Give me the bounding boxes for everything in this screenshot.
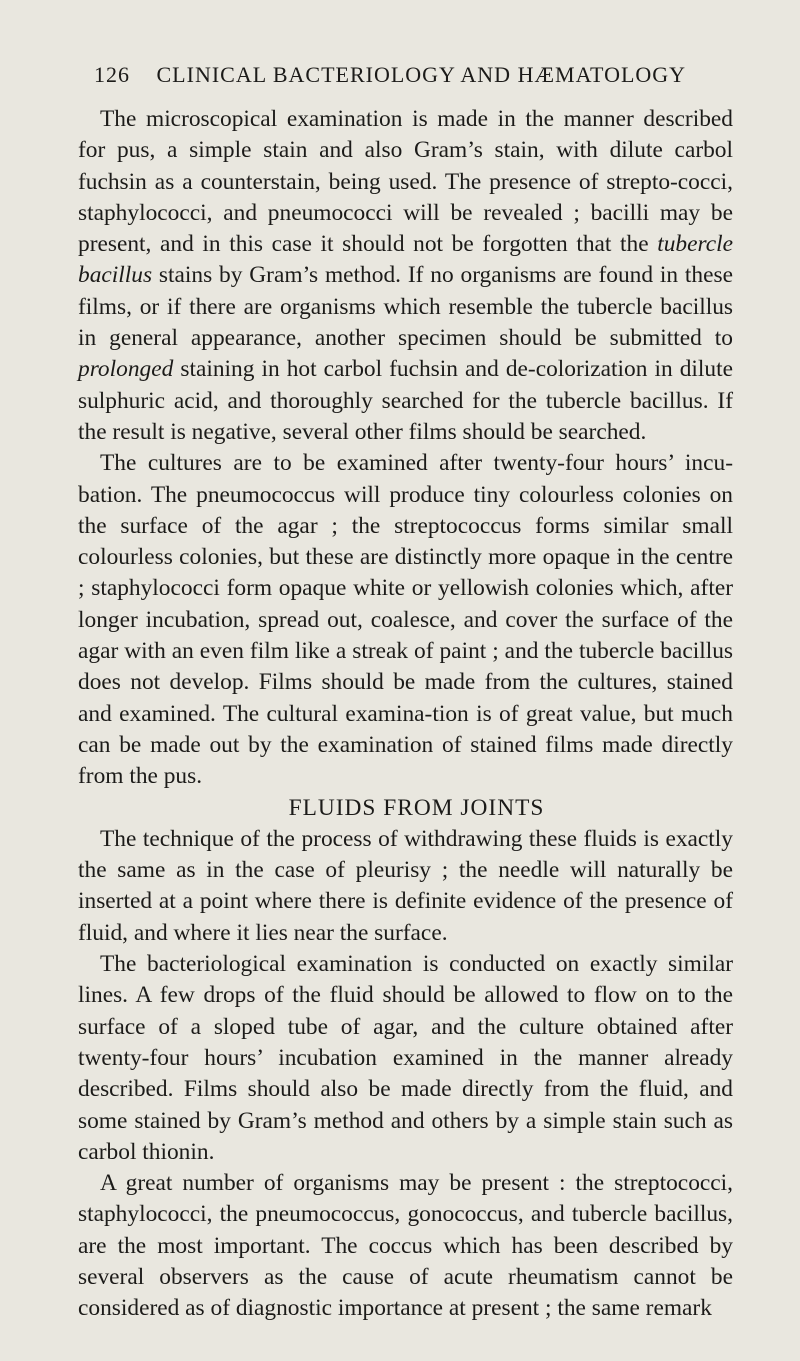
paragraph: The cultures are to be examined after twenty-four hours’ incu-bation. The pneumococcus will produce tiny colourless colonies on the surface of the agar ; the streptococcus forms similar small colourless colonies, but these are distinctly more opaque in the centre ; staphylococci form opaque white or yellowish colonies which, after longer incubation, spread out, coalesce, and cover the surface of the agar with an even film like a streak of paint ; and the tubercle bacillus does not develop. Films should be made from the cultures, stained and examined. The cultural examina-tion is of great value, but much can be made out by the examination of stained films made directly from the pus. [78, 450, 733, 790]
paragraph: A great number of organisms may be present : the streptococci, staphylococci, the pneumococcus, gonococcus, and tubercle bacillus, are the most important. The coccus which has been described by several observers as the cause of acute rheumatism cannot be considered as of diagnostic importance at present ; the same remark [78, 1170, 733, 1322]
body-text [78, 104, 733, 1325]
italic-term: tubercle bacillus [78, 231, 733, 289]
section-heading: FLUIDS FROM JOINTS [288, 794, 545, 821]
paragraph: The bacteriological examination is conducted on exactly similar lines. A few drops of the fluid should be allowed to flow on to the surface of a sloped tube of agar, and the culture obtained after twenty-four hours’ incubation examined in the manner already described. Films should also be made directly from the fluid, and some stained by Gram’s method and others by a simple stain such as carbol thionin. [78, 951, 733, 1165]
paragraph [78, 104, 733, 448]
running-header [94, 62, 686, 88]
text-run: staining in hot carbol fuchsin and de-colorization in dilute sulphuric acid, and thoroughly searched for the tubercle bacillus. If the result is negative, several other films should be searched. [78, 356, 733, 445]
text-run: The microscopical examination is made in the manner described for pus, a simple stain and also Gram’s stain, with dilute carbol fuchsin as a counterstain, being used. The presence of strepto-cocci, staphylococci, and pneumococci will be revealed ; bacilli may be present, and in this case it should not be forgotten that the [78, 106, 733, 258]
running-title: CLINICAL BACTERIOLOGY AND HÆMATOLOGY [156, 62, 687, 87]
paragraph: The technique of the process of withdrawing these fluids is exactly the same as in the case of pleurisy ; the needle will naturally be inserted at a point where there is definite evidence of the presence of fluid, and where it lies near the surface. [78, 825, 733, 946]
italic-term: prolonged [78, 356, 174, 383]
page-number: 126 [94, 62, 130, 87]
text-run: stains by Gram’s method. If no organisms are found in these films, or if there are organisms which resemble the tubercle bacillus in general appearance, another specimen should be submitted to [78, 262, 733, 352]
